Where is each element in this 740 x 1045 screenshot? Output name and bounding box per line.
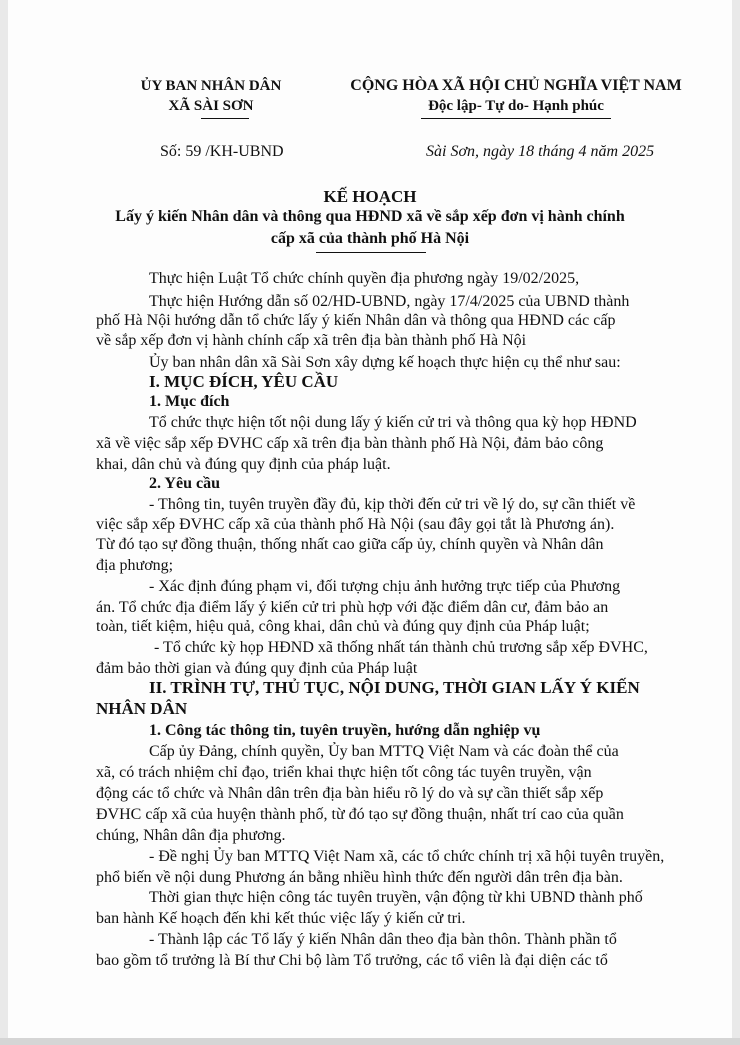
body-line: đảm bảo thời gian và đúng quy định của Pháp luật	[96, 660, 418, 677]
body-line: Cấp ủy Đảng, chính quyền, Ủy ban MTTQ Việt Nam và các đoàn thể của	[149, 743, 619, 760]
org-name: ỦY BAN NHÂN DÂN	[140, 78, 282, 94]
subsection-heading-requirements: 2. Yêu cầu	[149, 475, 220, 492]
nation-motto: Độc lập- Tự do- Hạnh phúc	[428, 98, 604, 114]
body-line: xã về việc sắp xếp ĐVHC cấp xã trên địa bàn thành phố Hà Nội, đảm bảo công	[96, 435, 604, 452]
motto-underline	[421, 118, 611, 119]
place-date: Sài Sơn, ngày 18 tháng 4 năm 2025	[426, 143, 655, 160]
title-underline	[316, 252, 426, 253]
body-line: phổ biến về nội dung Phương án bằng nhiều hình thức đến người dân trên địa bàn.	[96, 869, 623, 886]
page-bottom-edge	[0, 1038, 740, 1045]
commune-underline	[201, 118, 249, 119]
body-line: Tổ chức thực hiện tốt nội dung lấy ý kiến cử tri và thông qua kỳ họp HĐND	[149, 414, 637, 431]
body-line: bao gồm tổ trưởng là Bí thư Chi bộ làm Tổ trưởng, các tổ viên là đại diện các tổ	[96, 952, 608, 969]
body-line: - Thông tin, tuyên truyền đầy đủ, kịp thời đến cử tri về lý do, sự cần thiết về	[149, 496, 636, 513]
body-line: động các tổ chức và Nhân dân trên địa bàn hiểu rõ lý do và sự cần thiết sắp xếp	[96, 785, 604, 802]
body-line: việc sắp xếp ĐVHC cấp xã của thành phố Hà Nội (sau đây gọi tắt là Phương án).	[96, 516, 615, 533]
section-heading-2-cont: NHÂN DÂN	[96, 699, 188, 718]
body-line: - Đề nghị Ủy ban MTTQ Việt Nam xã, các tổ chức chính trị xã hội tuyên truyền,	[149, 848, 665, 865]
commune-name: XÃ SÀI SƠN	[168, 98, 254, 114]
body-line: khai, dân chủ và đúng quy định của pháp luật.	[96, 456, 391, 473]
body-line: phố Hà Nội hướng dẫn tổ chức lấy ý kiến Nhân dân và thông qua HĐND các cấp	[96, 312, 616, 329]
section-heading-1: I. MỤC ĐÍCH, YÊU CẦU	[149, 372, 339, 391]
body-line: ban hành Kế hoạch đến khi kết thúc việc lấy ý kiến cử tri.	[96, 910, 466, 927]
body-line: địa phương;	[96, 557, 174, 574]
section-heading-2: II. TRÌNH TỰ, THỦ TỤC, NỘI DUNG, THỜI GIAN LẤY Ý KIẾN	[149, 678, 640, 697]
body-line: - Thành lập các Tổ lấy ý kiến Nhân dân theo địa bàn thôn. Thành phần tổ	[149, 931, 617, 948]
subsection-heading-communication: 1. Công tác thông tin, tuyên truyền, hướng dẫn nghiệp vụ	[149, 722, 541, 739]
body-line: chúng, Nhân dân địa phương.	[96, 827, 286, 844]
body-line: - Tổ chức kỳ họp HĐND xã thống nhất tán thành chủ trương sắp xếp ĐVHC,	[154, 639, 648, 656]
body-line: ĐVHC cấp xã của huyện thành phố, từ đó tạo sự đồng thuận, nhất trí cao của quần	[96, 806, 624, 823]
body-line: Thời gian thực hiện công tác tuyên truyền, vận động từ khi UBND thành phố	[149, 889, 643, 906]
body-line: Thực hiện Hướng dẫn số 02/HD-UBND, ngày 17/4/2025 của UBND thành	[149, 293, 630, 310]
body-line: xã, có trách nhiệm chỉ đạo, triển khai thực hiện tốt công tác tuyên truyền, vận	[96, 764, 592, 781]
body-line: Ủy ban nhân dân xã Sài Sơn xây dựng kế hoạch thực hiện cụ thể như sau:	[149, 354, 621, 371]
body-line: Từ đó tạo sự đồng thuận, thống nhất cao giữa cấp ủy, chính quyền và Nhân dân	[96, 536, 604, 553]
nation-title: CỘNG HÒA XÃ HỘI CHỦ NGHĨA VIỆT NAM	[350, 77, 682, 94]
document-subtitle-line2: cấp xã của thành phố Hà Nội	[270, 230, 470, 247]
body-line: Thực hiện Luật Tổ chức chính quyền địa phương ngày 19/02/2025,	[149, 270, 580, 287]
document-page	[8, 0, 732, 1045]
body-line: - Xác định đúng phạm vi, đối tượng chịu ảnh hưởng trực tiếp của Phương	[149, 578, 621, 595]
subsection-heading-purpose: 1. Mục đích	[149, 393, 230, 410]
body-line: về sắp xếp đơn vị hành chính cấp xã trên địa bàn thành phố Hà Nội	[96, 332, 527, 349]
document-number: Số: 59 /KH-UBND	[160, 143, 284, 160]
document-title: KẾ HOẠCH	[323, 187, 417, 206]
body-line: toàn, tiết kiệm, hiệu quả, công khai, dân chủ và đúng quy định của Pháp luật;	[96, 618, 590, 635]
document-subtitle-line1: Lấy ý kiến Nhân dân và thông qua HĐND xã về sắp xếp đơn vị hành chính	[115, 208, 625, 225]
body-line: án. Tổ chức địa điểm lấy ý kiến cử tri phù hợp với đặc điểm dân cư, đảm bảo an	[96, 599, 609, 616]
